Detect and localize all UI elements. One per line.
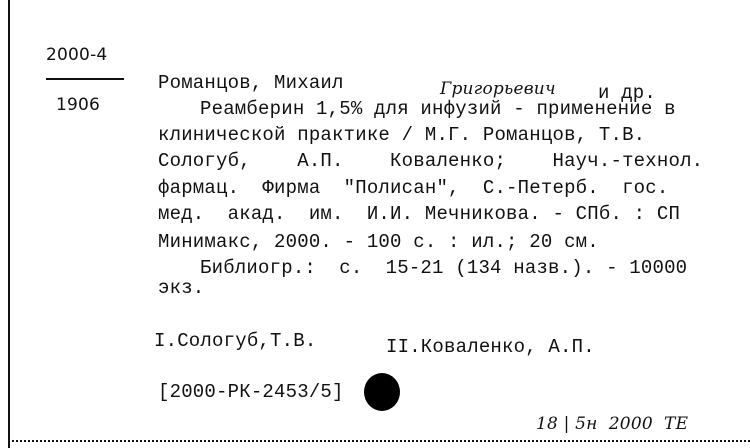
card-left-border: [8, 0, 10, 448]
description-line-1: Реамберин 1,5% для инфузий - применение в: [200, 98, 676, 120]
description-line-6: Минимакс, 2000. - 100 с. : ил.; 20 см.: [158, 231, 599, 253]
description-line-2: клинической практике / М.Г. Романцов, Т.В.: [158, 124, 646, 146]
registration-number: [2000-РК-2453/5]: [158, 381, 344, 403]
ink-blot: [364, 373, 400, 411]
card-bottom-border: [8, 440, 750, 444]
added-entry-2: II.Коваленко, А.П.: [386, 336, 595, 358]
description-line-3: Сологуб, А.П. Коваленко; Науч.-технол.: [158, 150, 704, 172]
call-number-bottom: 1906: [56, 95, 101, 115]
added-entry-1: I.Сологуб,Т.В.: [154, 330, 317, 352]
author-heading: Романцов, Михаил: [158, 72, 344, 94]
call-number-top: 2000-4: [46, 45, 108, 65]
description-line-4: фармац. Фирма "Полисан", С.-Петерб. гос.: [158, 177, 669, 199]
description-line-7: Библиогр.: с. 15-21 (134 назв.). - 10000: [200, 257, 688, 279]
description-line-5: мед. акад. им. И.И. Мечникова. - СПб. : СП: [158, 203, 681, 225]
call-number-divider: [46, 78, 124, 80]
author-etal: и др.: [598, 82, 657, 104]
description-line-8: экз.: [158, 277, 205, 299]
handwritten-note: 18 | 5н 2000 ТЕ: [536, 414, 689, 434]
author-patronymic-handwritten: Григорьевич: [440, 79, 556, 99]
